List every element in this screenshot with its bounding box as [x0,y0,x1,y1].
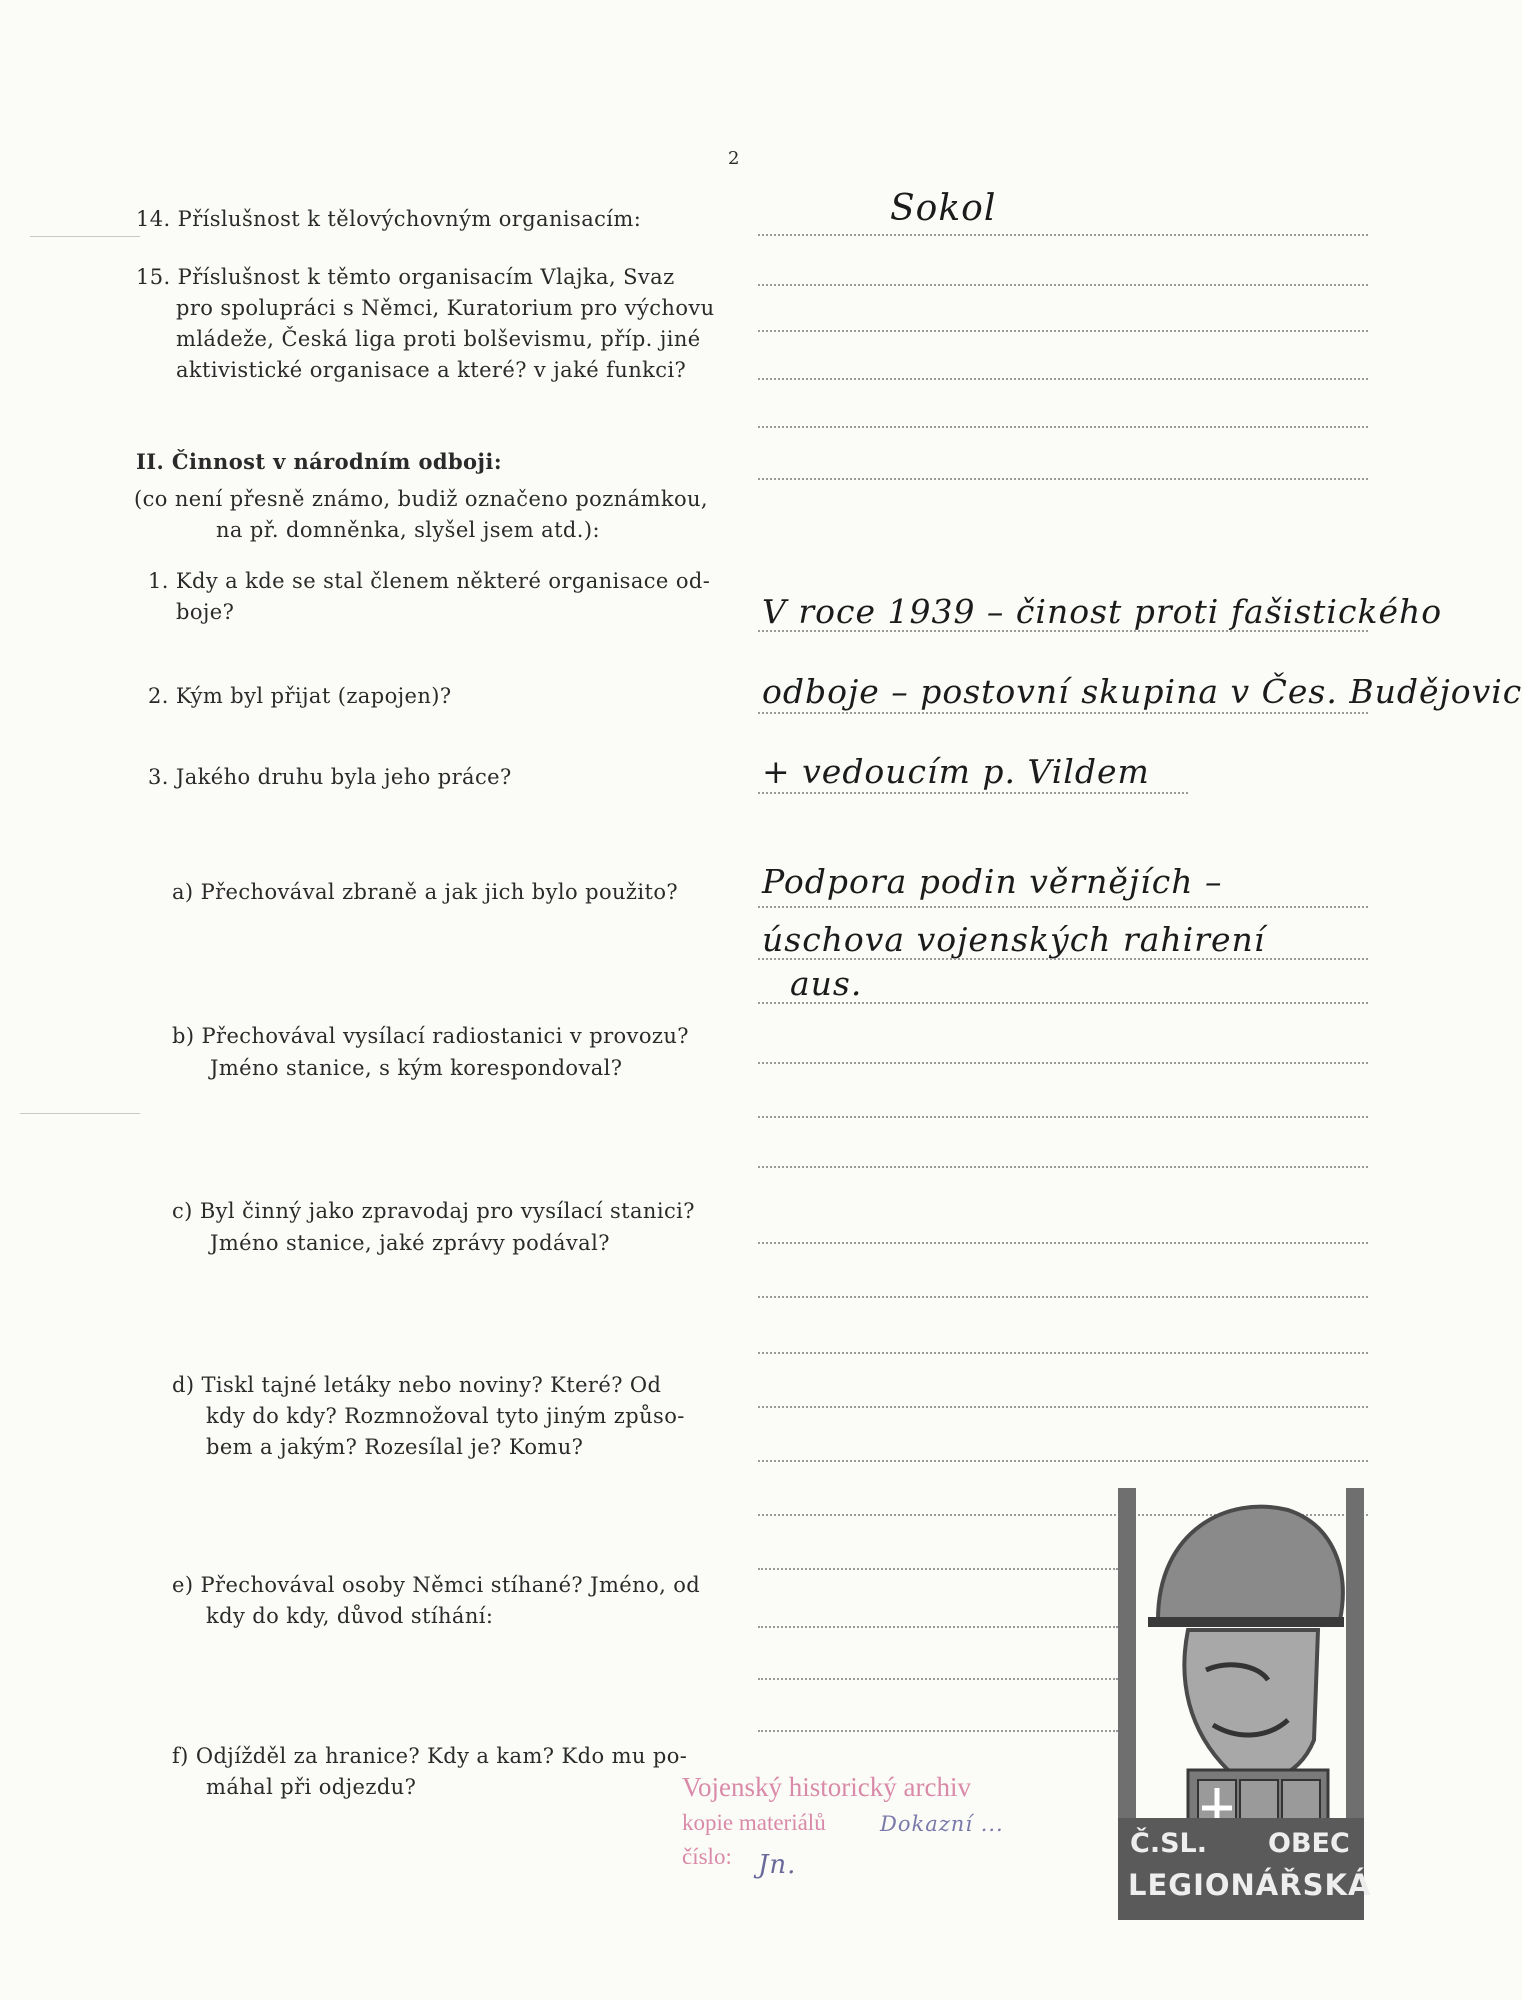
answer-line [758,1296,1368,1298]
answer-weapons-line3: aus. [790,964,863,1003]
q14: 14. Příslušnost k tělovýchovným organisacím: [136,207,642,231]
answer-resistance-line2: odboje – postovní skupina v Čes. Budějovic [762,672,1522,711]
answer-line [758,284,1368,286]
stamp-handwritten-ref: Dokazní ... [880,1812,1004,1836]
archive-stamp-line1: Vojenský historický archiv [682,1772,971,1802]
answer-resistance-line1: V roce 1939 – činost proti fašistického [762,592,1443,631]
edge-mark [20,1113,140,1114]
logo-bottom-text: LEGIONÁŘSKÁ [1128,1868,1372,1902]
qa: a) Přechovával zbraně a jak jich bylo použito? [172,880,679,904]
qd-line1: d) Tiskl tajné letáky nebo noviny? Které? Od [172,1373,662,1397]
answer-line [758,1460,1368,1462]
qf-line2: máhal při odjezdu? [206,1775,417,1799]
section2-title: II. Činnost v národním odboji: [136,449,502,474]
answer-resistance-line3: + vedoucím p. Vildem [762,752,1150,791]
answer-14: Sokol [890,188,997,229]
qe-line1: e) Přechovával osoby Němci stíhané? Jméno, od [172,1573,701,1597]
answer-line [758,1116,1368,1118]
qd-line2: kdy do kdy? Rozmnožoval tyto jiným způso- [206,1404,685,1428]
archive-stamp-line2: kopie materiálů [682,1810,826,1835]
answer-line [758,792,1188,794]
q15-line2: pro spolupráci s Němci, Kuratorium pro výchovu [176,296,715,320]
logo-right-text: OBEC [1268,1828,1350,1859]
answer-line [758,1626,1118,1628]
q15-line4: aktivistické organisace a které? v jaké funkci? [176,358,687,382]
answer-line [758,712,1368,714]
answer-line [758,906,1368,908]
answer-line [758,1062,1368,1064]
answer-line [758,378,1368,380]
answer-line [758,1678,1118,1680]
answer-line [758,1166,1368,1168]
qf-line1: f) Odjížděl za hranice? Kdy a kam? Kdo mu po- [172,1744,688,1768]
qc-line1: c) Byl činný jako zpravodaj pro vysílací stanici? [172,1199,695,1223]
logo-top-text: Č.SL. [1130,1828,1207,1859]
qe-line2: kdy do kdy, důvod stíhání: [206,1604,494,1628]
qd-line3: bem a jakým? Rozesílal je? Komu? [206,1435,584,1459]
answer-weapons-line1: Podpora podin věrnějích – [762,862,1223,901]
qb-line1: b) Přechovával vysílací radiostanici v provozu? [172,1024,689,1048]
page-number: 2 [728,148,740,169]
answer-weapons-line2: úschova vojenských rahirení [762,920,1266,959]
answer-line [758,1352,1368,1354]
section2-note-line1: (co není přesně známo, budiž označeno poznámkou, [134,487,708,511]
answer-line [758,1242,1368,1244]
answer-line [758,426,1368,428]
qb-line2: Jméno stanice, s kým korespondoval? [210,1056,623,1080]
archive-stamp-line3: číslo: [682,1844,732,1869]
qc-line2: Jméno stanice, jaké zprávy podával? [210,1231,610,1255]
answer-line [758,630,1368,632]
answer-line [758,234,1368,236]
q3: 3. Jakého druhu byla jeho práce? [148,765,512,789]
stamp-signature: Jn. [758,1850,797,1880]
answer-line [758,958,1368,960]
q1-line1: 1. Kdy a kde se stal členem některé organisace od- [148,569,711,593]
answer-line [758,1568,1118,1570]
edge-mark [30,236,140,237]
legion-logo [1118,1470,1372,1920]
q2: 2. Kým byl přijat (zapojen)? [148,684,452,708]
q15-line3: mládeže, Česká liga proti bolševismu, příp. jiné [176,327,701,351]
answer-line [758,478,1368,480]
section2-note-line2: na př. domněnka, slyšel jsem atd.): [216,518,600,542]
q15-line1: 15. Příslušnost k těmto organisacím Vlajka, Svaz [136,265,675,289]
answer-line [758,330,1368,332]
answer-line [758,1406,1368,1408]
answer-line [758,1002,1368,1004]
q1-line2: boje? [176,600,235,624]
answer-line [758,1730,1118,1732]
